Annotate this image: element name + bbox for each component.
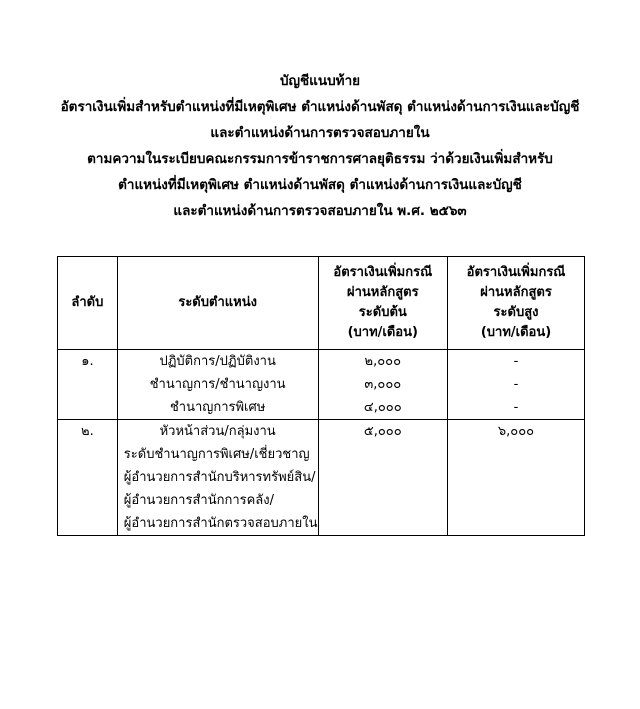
basic-rate-cell [318,350,448,420]
rate-value: ๒,๐๐๐ [364,354,402,369]
rate-value: - [513,400,519,415]
header-title: บัญชีแนบท้าย [279,73,361,89]
table-header-row [58,257,585,350]
allowance-table [57,256,585,536]
position-line: ผู้อำนวยการสำนักตรวจสอบภายใน [123,516,318,531]
header-basic-rate: อัตราเงินเพิ่มกรณี ผ่านหลักสูตร ระดับต้น (บาท/เดือน) [318,257,448,350]
rate-value: ๓,๐๐๐ [364,377,402,392]
advanced-rate-cell [448,420,585,536]
header-no: ลำดับ [58,257,118,350]
rate-value: ๕,๐๐๐ [363,424,402,439]
header-line: ตำแหน่งที่มีเหตุพิเศษ ตำแหน่งด้านพัสดุ ตำแหน่งด้านการเงินและบัญชี [118,177,522,193]
position-line: ชำนาญการ/ชำนาญงาน [149,377,286,392]
header-line: อัตราเงินเพิ่มสำหรับตำแหน่งที่มีเหตุพิเศษ ตำแหน่งด้านพัสดุ ตำแหน่งด้านการเงินและบัญชี [60,99,580,115]
header-line: และตำแหน่งด้านการตรวจสอบภายใน [210,125,430,141]
document-header [0,68,640,224]
rate-value: ๔,๐๐๐ [363,400,402,415]
row-number: ๒. [58,420,118,536]
advanced-rate-cell [448,350,585,420]
position-line: ปฏิบัติการ/ปฏิบัติงาน [159,354,276,369]
header-advanced-rate: อัตราเงินเพิ่มกรณี ผ่านหลักสูตร ระดับสูง (บาท/เดือน) [448,257,585,350]
position-cell [117,350,318,420]
position-line: หัวหน้าส่วน/กลุ่มงาน [159,424,276,439]
position-line: ชำนาญการพิเศษ [169,400,266,415]
position-line: ผู้อำนวยการสำนักการคลัง/ [123,493,274,508]
table-row [58,420,585,536]
header-level: ระดับตำแหน่ง [117,257,318,350]
header-line: ตามความในระเบียบคณะกรรมการข้าราชการศาลยุติธรรม ว่าด้วยเงินเพิ่มสำหรับ [87,151,553,167]
table-row [58,350,585,420]
basic-rate-cell [318,420,448,536]
rate-value: - [513,377,519,392]
rate-value: ๖,๐๐๐ [497,424,535,439]
position-line: ระดับชำนาญการพิเศษ/เชี่ยวชาญ [123,447,310,462]
position-cell [117,420,318,536]
position-line: ผู้อำนวยการสำนักบริหารทรัพย์สิน/ [123,470,316,485]
header-line: และตำแหน่งด้านการตรวจสอบภายใน พ.ศ. ๒๕๖๓ [173,203,467,219]
rate-value: - [513,354,519,369]
row-number: ๑. [58,350,118,420]
